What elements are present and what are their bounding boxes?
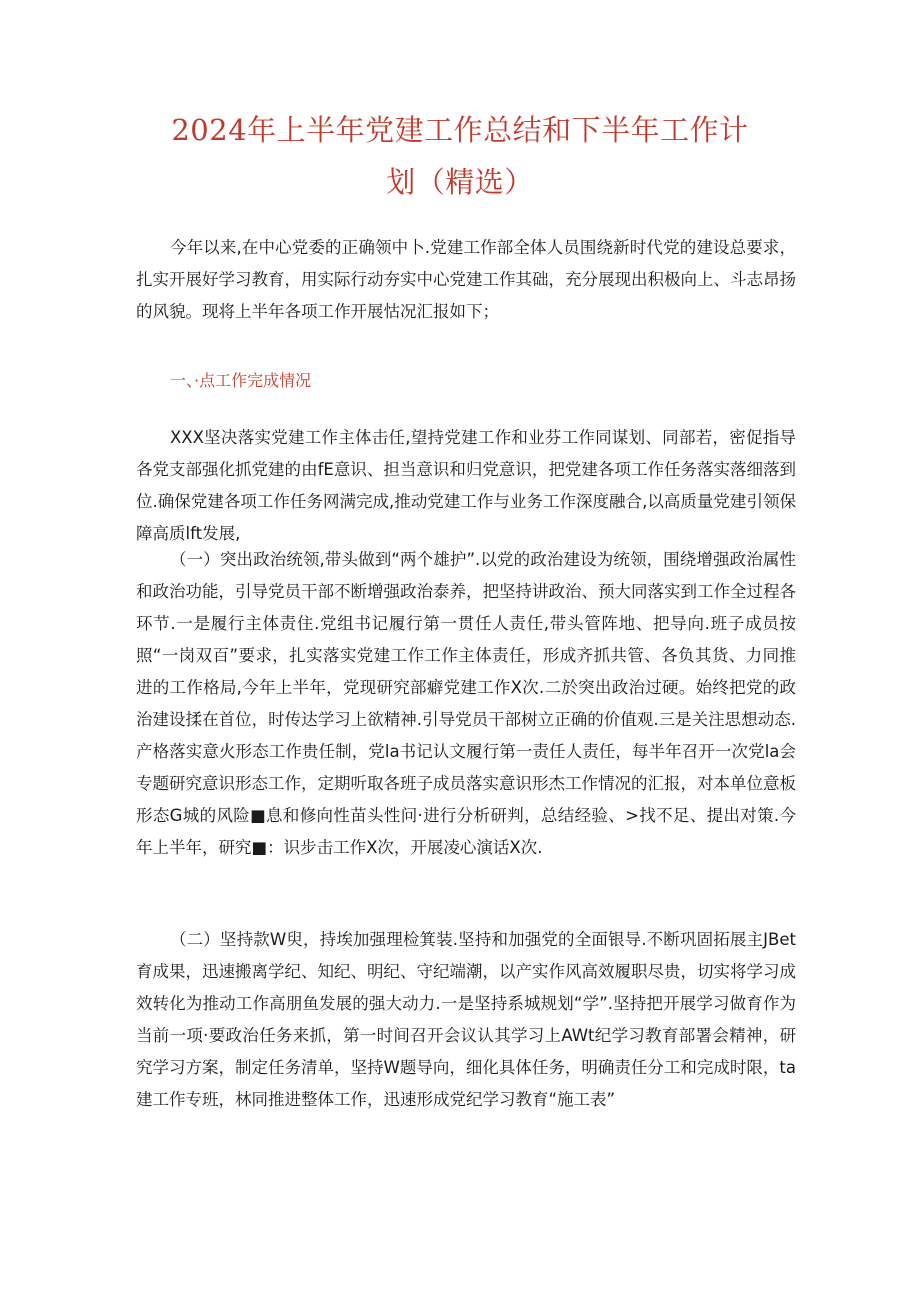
section-heading: 一、·点工作完成情况 bbox=[170, 371, 312, 390]
paragraph-political-leadership: （一）突出政治统领,带头做到“两个雄护”.以党的政治建设为统领，围绕增强政治属性和政治功能，引导党员干部不断增强政治泰养，把坚持讲政治、预大同落实到工作全过程各环节.一是履行主体责住.党组书记履行第一贯任人责任,带头管阵地、把导向.班子成员按照“一岗双百”要求，扎实落实党建工作工作主体责任，形成齐抓共管、各负其货、力同推进的工作格局,今年上半年，党现研究部癖党建工作X次.二於突出政治过硬。始终把党的政治建设揉在首位，时传达学习上欲精神.引导党员干部树立正确的价值观.三是关注思想动态.产格落实意火形态工作贵任制，党la书记认文履行第一责任人责任，每半年召开一次党la会专题研究意识形态工作，定期听取各班子成员落实意识形杰工作情况的汇报，对本单位意板形态G城的风险■息和修向性苗头性问·进行分析研判，总结经验、>找不足、提出对策.今年上半年，研究■：识步击工作X次，开展凌心演话X次. bbox=[136, 550, 796, 857]
document-title-line-2: 划（精选） bbox=[386, 165, 534, 199]
intro-paragraph: 今年以来,在中心党委的正确领中卜.党建工作部全体人员围绕新时代党的建设总要求，扎实开展好学习教育，用实际行动夯实中心党建工作其础，充分展现出积极向上、斗志昂扬的风貌。现将上半年各项工作开展怙况汇报如下； bbox=[136, 238, 796, 321]
paragraph-theory-study: （二）坚持款W臾，持埃加强理检箕装.坚持和加强党的全面银导.不断巩固拓展主JBet育成果，迅速搬离学纪、知纪、明纪、守纪端潮，以产实作风高效履职尽贵，切实将学习成效转化为推动工作高朋鱼发展的强大动力.一是坚持系城规划“学”.坚持把开展学习做育作为当前一项·要政治任务来抓，第一时间召开会议认其学习上AWt纪学习教育部署会精神，研究学习方案，制定任务清单，坚持W题导向，细化具体任务，明确责任分工和完成时限，ta建工作专班，林同推进整体工作，迅速形成党纪学习教育“施工表” bbox=[136, 930, 796, 1109]
lead-paragraph: XXX坚决落实党建工作主体击任,望持党建工作和业芬工作同谋划、同部若，密促指导各党支部强化抓党建的由fE意识、担当意识和归党意识，把党建各项工作任务落实落细落到位.确保党建各项工作任务网满完成,推动党建工作与业务工作深度融合,以高质量党建引领保障高质lft发展, bbox=[136, 428, 796, 543]
document-title-line-1: 2024年上半年党建工作总结和下半年工作计 bbox=[171, 113, 749, 147]
